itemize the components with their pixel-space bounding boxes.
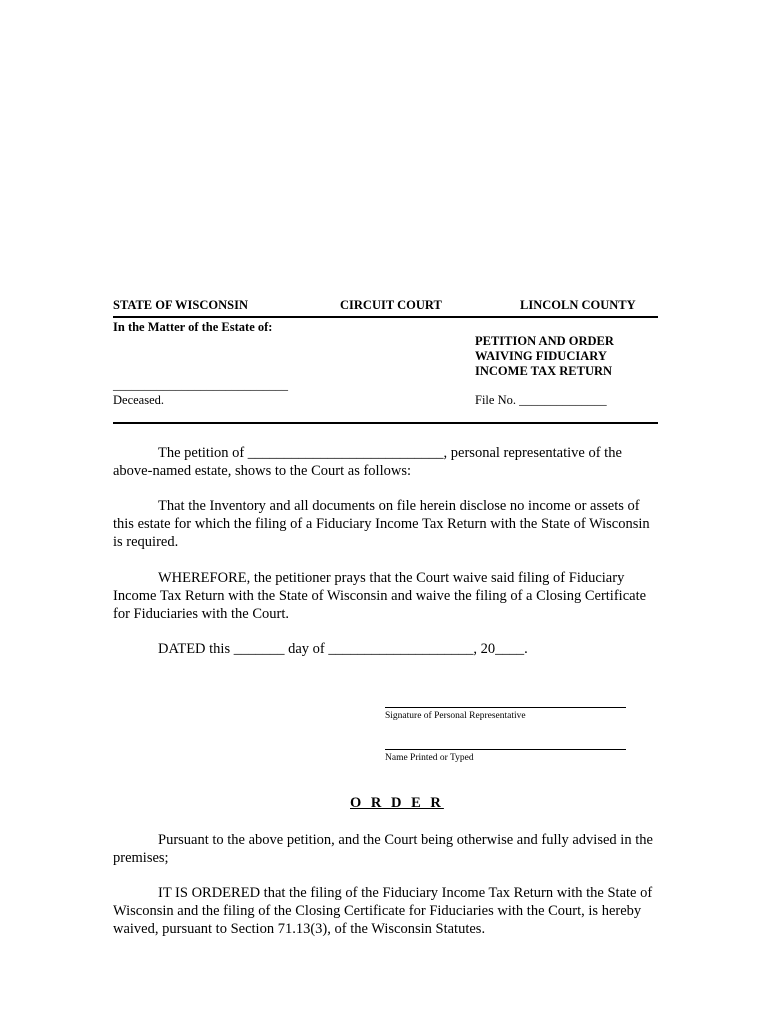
doc-title-line-2: WAIVING FIDUCIARY [475,349,607,363]
order-paragraph-2: IT IS ORDERED that the filing of the Fiduciary Income Tax Return with the State of Wisconsin and the filing of the Closing Certificate for Fiduciaries with the Court, is hereby waived, pursuant to Section 71.13(3), of the Wisconsin Statutes. [113,885,653,937]
county-heading: LINCOLN COUNTY [520,298,636,312]
doc-title-line-3: INCOME TAX RETURN [475,364,613,378]
deceased-label: Deceased. [113,393,165,407]
order-paragraph-1: Pursuant to the above petition, and the Court being otherwise and fully advised in the premises; [113,832,653,866]
caption-rule [113,422,658,424]
petition-paragraph-2: That the Inventory and all documents on file herein disclose no income or assets of this estate for which the filing of a Fiduciary Income Tax Return with the State of Wisconsin is required. [113,498,650,550]
signature-line[interactable] [385,707,626,708]
state-heading: STATE OF WISCONSIN [113,298,248,312]
signature-label: Signature of Personal Representative [385,711,526,721]
doc-title-line-1: PETITION AND ORDER [475,334,614,348]
header-rule [113,316,658,318]
printed-name-line[interactable] [385,749,626,750]
petition-paragraph-3: WHEREFORE, the petitioner prays that the Court waive said filing of Fiduciary Income Tax Return with the State of Wisconsin and waive the filing of a Closing Certificate for Fiduciaries with the Court. [113,570,647,622]
court-heading: CIRCUIT COURT [340,298,442,312]
order-title: O R D E R [350,795,444,811]
decedent-name-blank[interactable]: ____________________________ [113,378,288,392]
matter-label: In the Matter of the Estate of: [113,320,273,334]
dated-line[interactable]: DATED this _______ day of ____________________, 20____. [158,641,528,657]
file-number[interactable]: File No. ______________ [475,393,607,407]
printed-name-label: Name Printed or Typed [385,753,474,763]
petition-paragraph-1: The petition of ___________________________, personal representative of the above-named estate, shows to the Court as follows: [113,445,622,479]
